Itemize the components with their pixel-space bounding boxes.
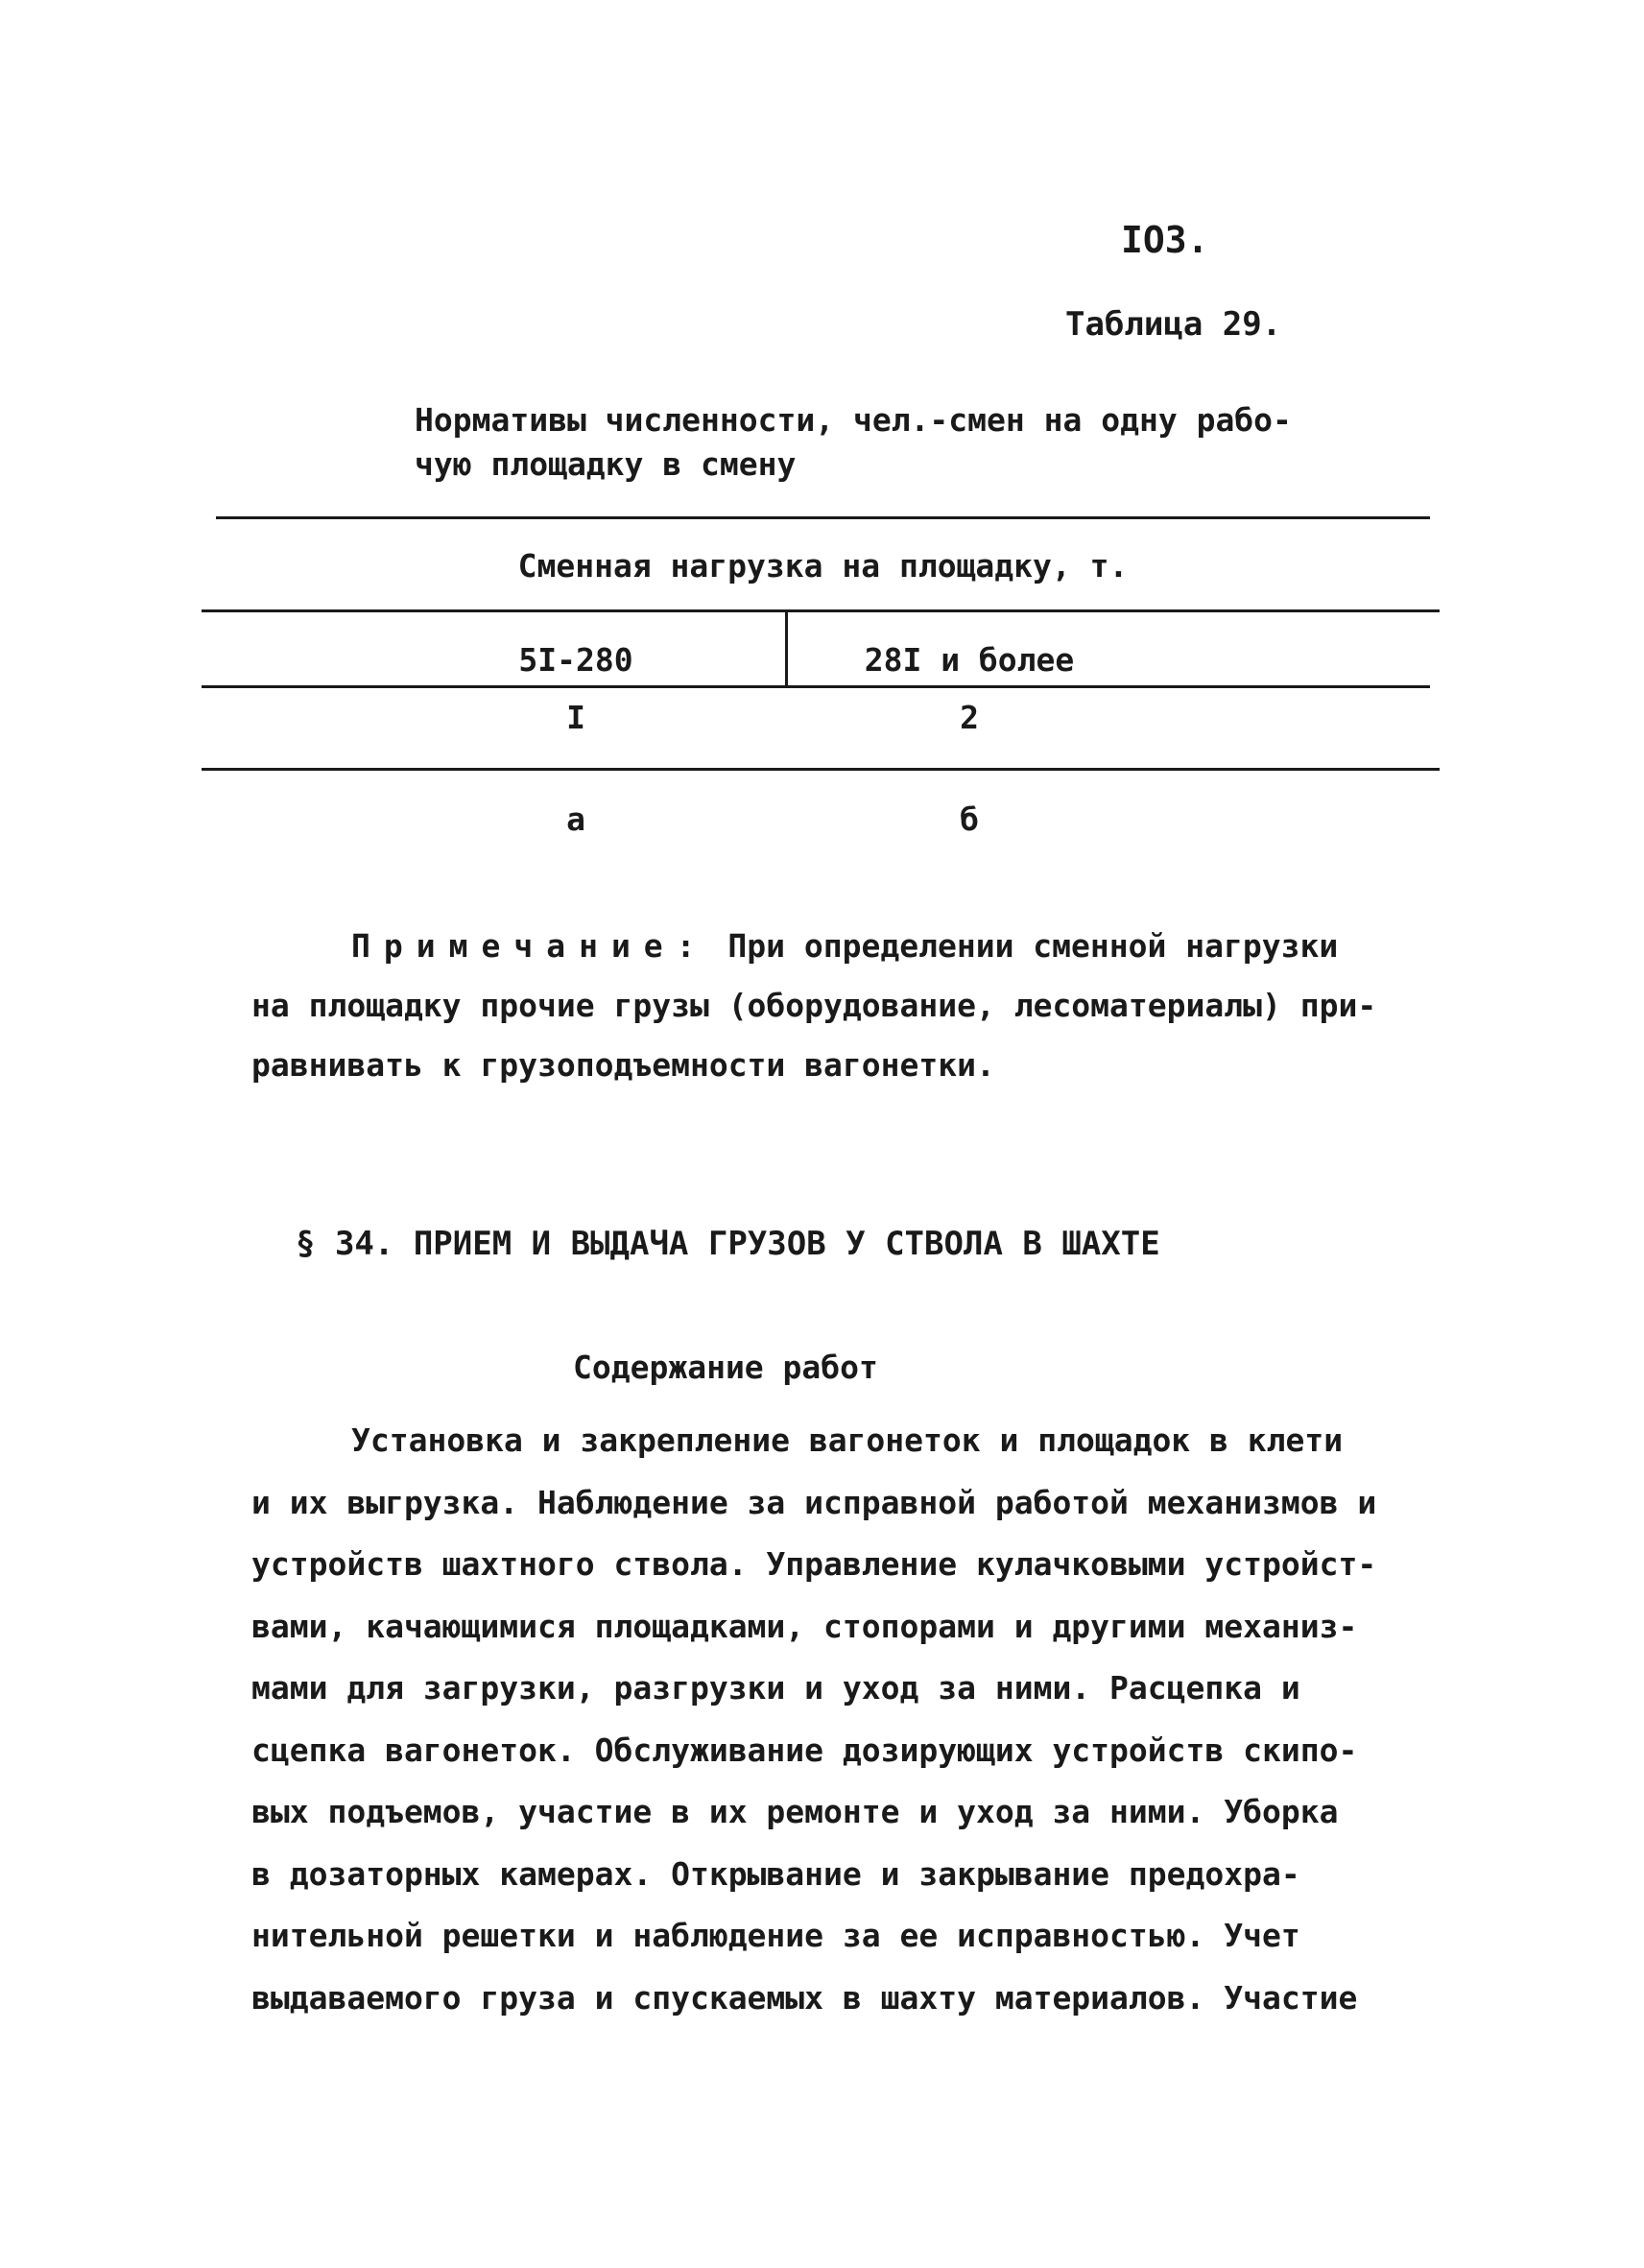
table-column-number-2: 2 <box>960 699 979 736</box>
section-heading: § 34. ПРИЕМ И ВЫДАЧА ГРУЗОВ У СТВОЛА В ШАХТЕ <box>296 1225 1160 1263</box>
section-subheading: Содержание работ <box>573 1349 878 1386</box>
note-line-3: равнивать к грузоподъемности вагонетки. <box>251 1046 995 1084</box>
table-columns-rule <box>202 685 1430 688</box>
body-line: в дозаторных камерах. Открывание и закрывание предохра- <box>251 1854 1300 1893</box>
body-line: выдаваемого груза и спускаемых в шахту материалов. Участие <box>251 1978 1358 2017</box>
note-line-1-text: При определении сменной нагрузки <box>727 927 1339 965</box>
table-top-rule <box>216 516 1430 519</box>
section-body <box>251 1410 1394 2029</box>
body-line: вами, качающимися площадками, стопорами и другими механиз- <box>251 1607 1358 1645</box>
body-line: мами для загрузки, разгрузки и уход за ними. Расцепка и <box>251 1669 1300 1707</box>
body-line: Установка и закрепление вагонеток и площадок в клети <box>351 1421 1344 1459</box>
table-caption <box>415 398 1292 487</box>
table-numbers-rule <box>202 768 1440 771</box>
body-line: сцепка вагонеток. Обслуживание дозирующих устройств скипо- <box>251 1731 1358 1769</box>
body-line: и их выгрузка. Наблюдение за исправной работой механизмов и <box>251 1483 1377 1521</box>
note-label: Примечание: <box>351 927 709 965</box>
table-caption-line-1: Нормативы численности, чел.-смен на одну рабо- <box>415 401 1292 439</box>
table-value-2: б <box>960 800 979 838</box>
table-column-number-1: I <box>566 699 585 736</box>
table-column-header-2: 28I и более <box>864 641 1075 679</box>
table-note <box>251 917 1394 1095</box>
body-line: вых подъемов, участие в их ремонте и уход за ними. Уборка <box>251 1793 1339 1830</box>
body-line: нительной решетки и наблюдение за ее исправностью. Учет <box>251 1917 1300 1954</box>
page-number: IO3. <box>1121 219 1209 261</box>
table-caption-line-2: чую площадку в смену <box>415 445 797 483</box>
table-header: Сменная нагрузка на площадку, т. <box>517 547 1129 585</box>
body-line: устройств шахтного ствола. Управление кулачковыми устройст- <box>251 1545 1377 1583</box>
table-column-divider <box>785 611 788 685</box>
table-column-header-1: 5I-280 <box>518 641 633 679</box>
table-label: Таблица 29. <box>1065 305 1282 344</box>
table-header-rule <box>202 609 1440 612</box>
note-line-2: на площадку прочие грузы (оборудование, лесоматериалы) при- <box>251 987 1377 1024</box>
table-value-1: а <box>566 800 585 838</box>
